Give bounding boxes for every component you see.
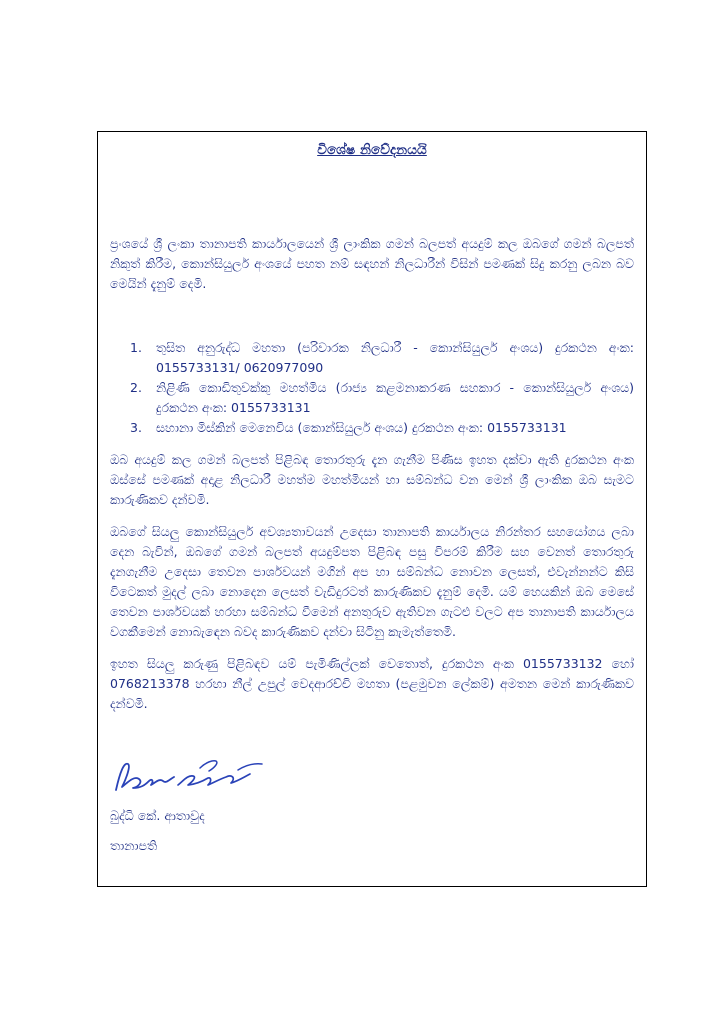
signature-image	[108, 750, 278, 802]
notice-title: විශේෂ නිවේදනයයි	[317, 142, 427, 158]
intro-paragraph: ප්‍රංශයේ ශ්‍රී ලංකා තානාපති කාර්යාලයෙන් ශ්‍රී ලාංකික ගමන් බලපත් අයදුම් කල ඔබගේ ගමන් බලපත් නිකුත් කිරීම, කොන්සියුලර් අංශයේ පහත නම් සඳහන් නිලධාරීන් විසින් පමණක් සිදු කරනු ලබන බව මෙයින් දැනුම් දෙමි.	[110, 236, 634, 291]
contact-text: සහානා මිස්කින් මෙනෙවිය (කොන්සියුලර් අංශය) දුරකථන අංක: 0155733131	[156, 420, 567, 435]
contact-item	[110, 338, 634, 378]
contact-item	[110, 418, 634, 438]
contact-item	[110, 378, 634, 418]
contact-text: නිළිණි කොඩිතුවක්කු මහත්මිය (රාජ්‍ය කළමනාකරණ සහකාර - කොන්සියුලර් අංශය) දුරකථන අංක: 0155733131	[156, 380, 634, 415]
contact-text: තුසිත අනුරුද්ධ මහතා (පරිවාරක නිලධාරී - කොන්සියුලර් අංශය) දුරකථන අංක: 0155733131/ 0620977090	[156, 340, 634, 375]
signer-title: තානාපති	[110, 838, 158, 853]
info-paragraph: ඔබ අයදුම් කල ගමන් බලපත් පිළිබඳ තොරතුරු දැන ගැනීම පිණිස ඉහත දක්වා ඇති දුරකථන අංක ඔස්සේ පමණක් අදාළ නිලධාරී මහත්ම මහත්මියන් හා සම්බන්ධ වන මෙන් ශ්‍රී ලාංකික ඔබ සැමට කාරුණිකව දන්වමි.	[110, 452, 634, 507]
signer-name: බුද්ධි කේ. ආතාවුද	[110, 808, 205, 823]
notice-body	[110, 234, 634, 726]
contact-number: 1.	[130, 340, 142, 355]
complaint-paragraph: ඉහත සියලු කරුණු පිළිබඳව යම් පැමිණිල්ලක් වෙතොත්, දුරකථන අංක 0155733132 හෝ 0768213378 හරහා නීල් උපුල් වෙදආරච්චි මහතා (පළමුවන ලේකම්) අමතන මෙන් කාරුණිකව දන්වමි.	[110, 656, 634, 711]
contact-number: 3.	[130, 420, 142, 435]
notice-frame	[97, 131, 647, 887]
contact-number: 2.	[130, 380, 142, 395]
contact-list	[110, 338, 634, 438]
third-party-paragraph: ඔබගේ සියලු කොන්සියුලර් අවශ්‍යතාවයන් උදෙසා තානාපති කාර්යාලය නිරන්තර සහයෝගය ලබා දෙන බැවින්, ඔබගේ ගමන් බලපත් අයදුම්පත පිළිබඳ පසු විපරම් කිරීම සහ වෙනත් තොරතුරු දැනගැනීම උදෙසා තෙවන පාර්ශවයන් මගින් අප හා සම්බන්ධ නොවන ලෙසත්, එවැන්නන්ට කිසි විටෙකත් මුදල් ලබා නොදෙන ලෙසත් වැඩිදුරටත් කාරුණිකව දැනුම් දෙමි. යම් හෙයකින් ඔබ මෙසේ තෙවන පාර්ශවයක් හරහා සම්බන්ධ වීමෙන් අනතුරුව ඇතිවන ගැටළු වලට අප තානාපති කාර්යාලය වගකීමෙන් නොබැඳෙන බවද කාරුණිකව දන්වා සිටිනු කැමැත්තෙමි.	[110, 524, 634, 639]
